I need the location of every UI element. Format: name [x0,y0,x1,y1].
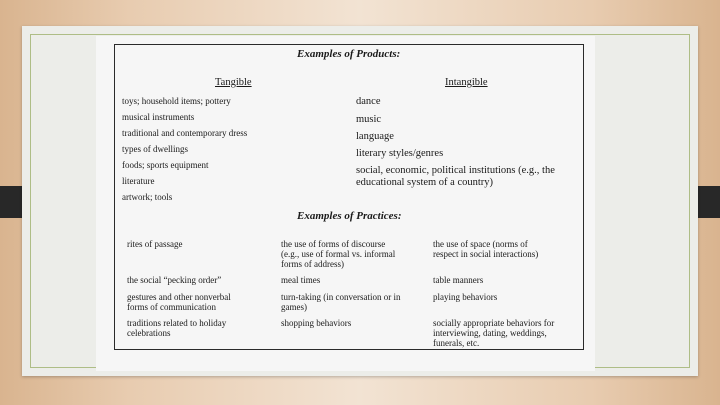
tangible-item: artwork; tools [122,192,173,202]
tangible-header: Tangible [215,77,252,88]
practice-cell: celebrations [127,328,171,338]
practices-title: Examples of Practices: [297,210,402,222]
practice-cell: socially appropriate behaviors for [433,318,555,328]
practice-cell: the social “pecking order” [127,275,222,285]
intangible-item: music [356,114,382,125]
tangible-item: musical instruments [122,112,195,122]
intangible-item: literary styles/genres [356,148,444,159]
practice-cell: gestures and other nonverbal [127,292,231,302]
practice-cell: respect in social interactions) [433,249,539,259]
intangible-item: educational system of a country) [356,177,494,188]
practice-cell: shopping behaviors [281,318,352,328]
intangible-item: social, economic, political institutions (e.g., the [356,165,555,176]
tangible-item: types of dwellings [122,144,188,154]
practice-cell: traditions related to holiday [127,318,227,328]
examples-table [114,44,584,350]
intangible-item: dance [356,96,381,107]
tangible-item: foods; sports equipment [122,160,209,170]
practice-cell: meal times [281,275,321,285]
products-title: Examples of Products: [297,48,401,60]
tangible-item: literature [122,176,155,186]
document-image [96,36,595,371]
practice-cell: interviewing, dating, weddings, [433,328,547,338]
intangible-header: Intangible [445,77,488,88]
tangible-item: toys; household items; pottery [122,96,231,106]
practice-cell: funerals, etc. [433,338,480,348]
practice-cell: the use of space (norms of [433,239,528,249]
practice-cell: playing behaviors [433,292,498,302]
practice-cell: rites of passage [127,239,183,249]
practice-cell: (e.g., use of formal vs. informal [281,249,396,259]
practice-cell: table manners [433,275,484,285]
intangible-item: language [356,131,394,142]
practice-cell: turn-taking (in conversation or in [281,292,401,302]
practice-cell: forms of communication [127,302,216,312]
practice-cell: games) [281,302,307,312]
practice-cell: forms of address) [281,259,344,269]
practice-cell: the use of forms of discourse [281,239,386,249]
tangible-item: traditional and contemporary dress [122,128,248,138]
